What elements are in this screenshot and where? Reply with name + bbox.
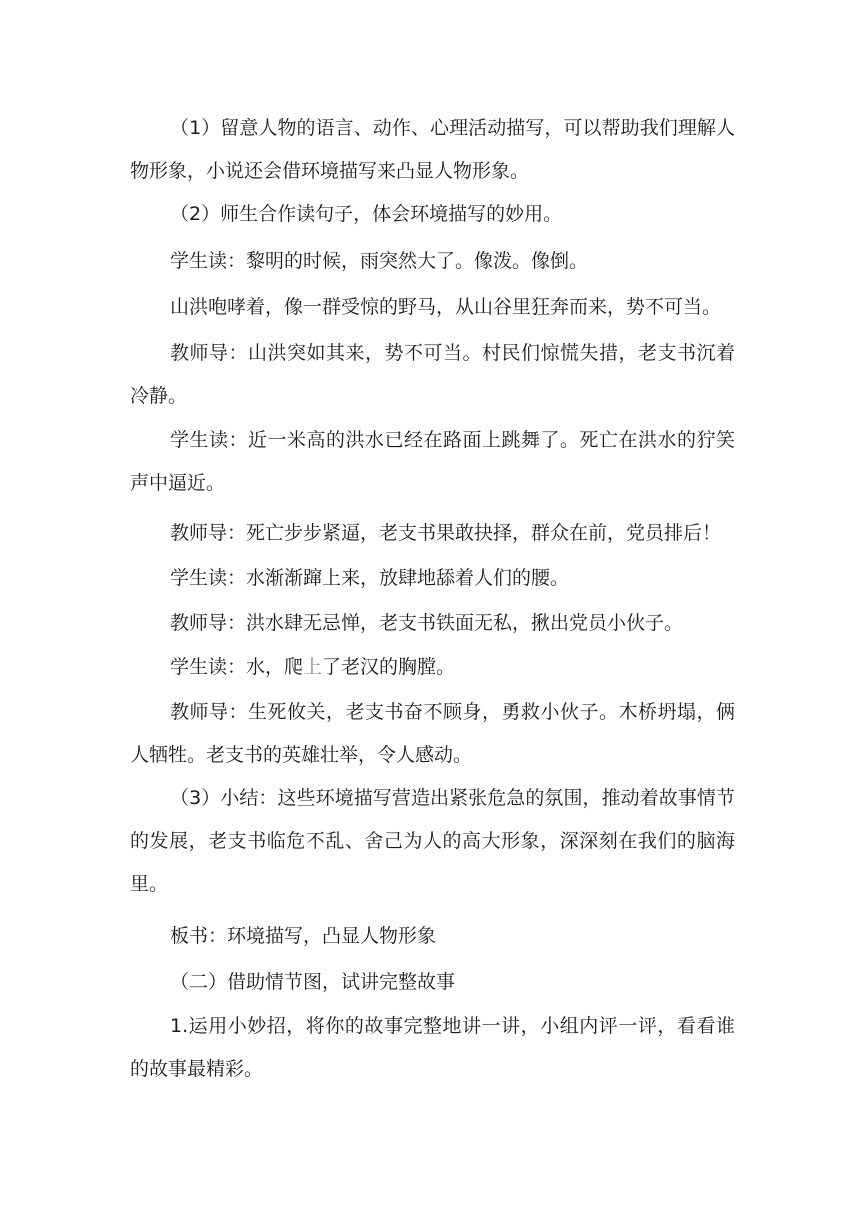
paragraph-6: 学生读：近一米高的洪水已经在路面上跳舞了。死亡在洪水的狞笑声中逼近。 [130,429,735,494]
paragraph-11: 教师导：生死攸关，老支书奋不顾身，勇救小伙子。木桥坍塌，俩人牺牲。老支书的英雄壮举，令人感动。 [130,701,735,766]
paragraph-10 [130,646,735,689]
paragraph-14: （二）借助情节图，试讲完整故事 [170,971,456,993]
paragraph-8: 学生读：水渐渐蹿上来，放肆地舔着人们的腰。 [170,567,570,589]
paragraph-9: 教师导：洪水肆无忌惮，老支书铁面无私，揪出党员小伙子。 [170,612,684,634]
paragraph-10-before: 学生读：水，爬 [170,656,304,678]
paragraph-15: 1.运用小妙招，将你的故事完整地讲一讲，小组内评一评，看看谁的故事最精彩。 [130,1015,735,1080]
paragraph-2: （2）师生合作读句子，体会环境描写的妙用。 [170,203,563,225]
paragraph-10-highlight: 上 [303,656,323,678]
paragraph-5: 教师导：山洪突如其来，势不可当。村民们惊慌失措，老支书沉着冷静。 [130,342,735,407]
paragraph-12: （3）小结：这些环境描写营造出紧张危急的氛围，推动着故事情节的发展，老支书临危不乱、舍己为人的高大形象，深深刻在我们的脑海里。 [130,787,735,895]
paragraph-1: （1）留意人物的语言、动作、心理活动描写，可以帮助我们理解人物形象，小说还会借环境描写来凸显人物形象。 [130,117,735,182]
paragraph-13: 板书：环境描写，凸显人物形象 [170,925,437,947]
paragraph-10-after: 了老汉的胸膛。 [322,656,456,678]
paragraph-7: 教师导：死亡步步紧逼，老支书果敢抉择，群众在前，党员排后！ [170,522,722,544]
paragraph-3: 学生读：黎明的时候，雨突然大了。像泼。像倒。 [170,250,589,272]
paragraph-4: 山洪咆哮着，像一群受惊的野马，从山谷里狂奔而来，势不可当。 [170,296,722,318]
